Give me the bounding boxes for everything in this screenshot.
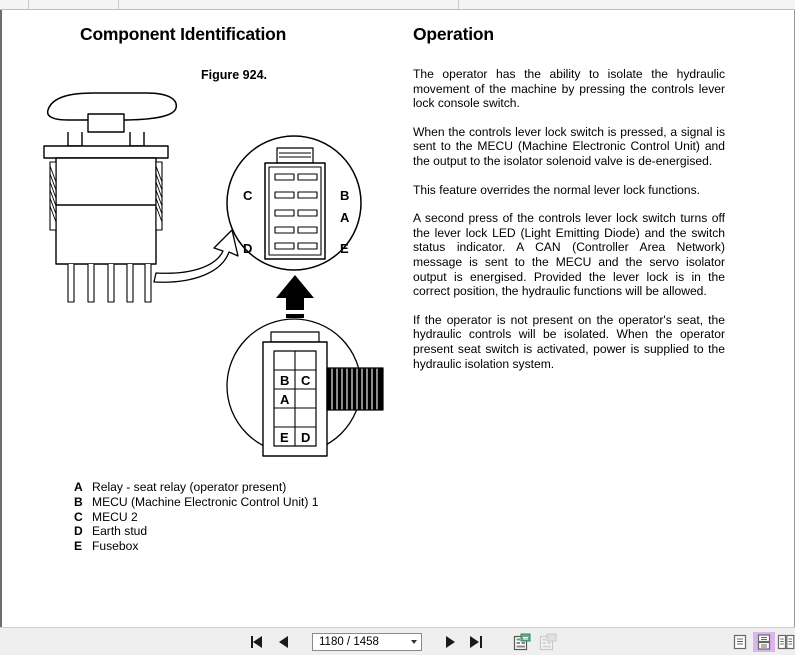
legend-key: D: [74, 524, 83, 539]
operation-paragraph: The operator has the ability to isolate the hydraulic movement of the machine by pressing the controls lever lock console switch.: [413, 67, 725, 111]
legend-text: MECU 2: [92, 509, 138, 524]
legend-key: C: [74, 509, 83, 524]
page-indicator-text: 1180 / 1458: [319, 635, 379, 648]
list-item: [74, 510, 394, 525]
legend-text: Relay - seat relay (operator present): [92, 480, 287, 494]
continuous-view-button[interactable]: [777, 632, 795, 652]
upper-detail-label-a: A: [340, 210, 350, 225]
next-page-button[interactable]: [440, 632, 460, 652]
component-identification-heading: Component Identification: [80, 24, 287, 44]
upper-detail-label-c: C: [243, 188, 253, 203]
pagination-controls: [248, 628, 558, 655]
list-item: [74, 524, 394, 539]
upper-detail-label-e: E: [340, 241, 349, 256]
viewer-toolbar: [0, 627, 795, 655]
operation-paragraph: This feature overrides the normal lever lock functions.: [413, 182, 701, 197]
legend-text: Earth stud: [92, 524, 148, 539]
chrome-divider: [458, 0, 459, 9]
list-item: [74, 539, 394, 554]
chrome-divider: [118, 0, 119, 9]
first-page-button[interactable]: [248, 632, 268, 652]
cascade-windows-button[interactable]: [538, 632, 558, 652]
operation-paragraph: A second press of the controls lever lock switch turns off the lever lock LED (Light Emitting Diode) and the switch status indicator. A CAN (Controller Area Network) message is sent to the MECU and the servo isolator output is energised. Provided the lever lock is in the correct position, the hydraulic functions will be allowed.: [413, 211, 725, 299]
lower-detail-label-d: D: [301, 430, 311, 445]
list-item: [74, 495, 394, 510]
page-number-combobox[interactable]: [312, 633, 422, 651]
legend-key: E: [74, 539, 83, 554]
lower-detail-label-e: E: [280, 430, 289, 445]
operation-heading: Operation: [413, 24, 494, 44]
tile-windows-button[interactable]: [512, 632, 532, 652]
operation-paragraph: If the operator is not present on the operator's seat, the hydraulic controls will be isolated. When the operator present seat switch is activated, power is supplied to the hydraulic isolation system.: [413, 312, 725, 371]
chrome-divider: [28, 0, 29, 9]
legend-key: B: [74, 494, 83, 509]
view-mode-controls: [729, 628, 795, 655]
right-column: [413, 24, 725, 385]
upper-detail-label-d: D: [243, 241, 253, 256]
lower-detail-label-b: B: [280, 373, 290, 388]
switch-diagram-figure: [26, 70, 406, 460]
legend-text: MECU (Machine Electronic Control Unit) 1: [92, 494, 319, 509]
lower-detail-label-c: C: [301, 373, 311, 388]
single-page-view-button[interactable]: [729, 632, 751, 652]
legend-text: Fusebox: [92, 539, 139, 554]
figure-caption: Figure 924.: [201, 68, 267, 82]
component-legend: [74, 480, 394, 554]
window-chrome-strip: [0, 0, 795, 10]
last-page-button[interactable]: [466, 632, 486, 652]
upper-detail-label-b: B: [340, 188, 350, 203]
chevron-down-icon[interactable]: [411, 640, 417, 644]
legend-key: A: [74, 480, 83, 494]
list-item: [74, 480, 394, 495]
lower-detail-label-a: A: [280, 392, 290, 407]
two-page-view-button[interactable]: [753, 632, 775, 652]
operation-paragraph: When the controls lever lock switch is pressed, a signal is sent to the MECU (Machine Electronic Control Unit) and the output to the isolator solenoid valve is de-energised.: [413, 124, 725, 168]
previous-page-button[interactable]: [274, 632, 294, 652]
document-page: [0, 10, 795, 627]
